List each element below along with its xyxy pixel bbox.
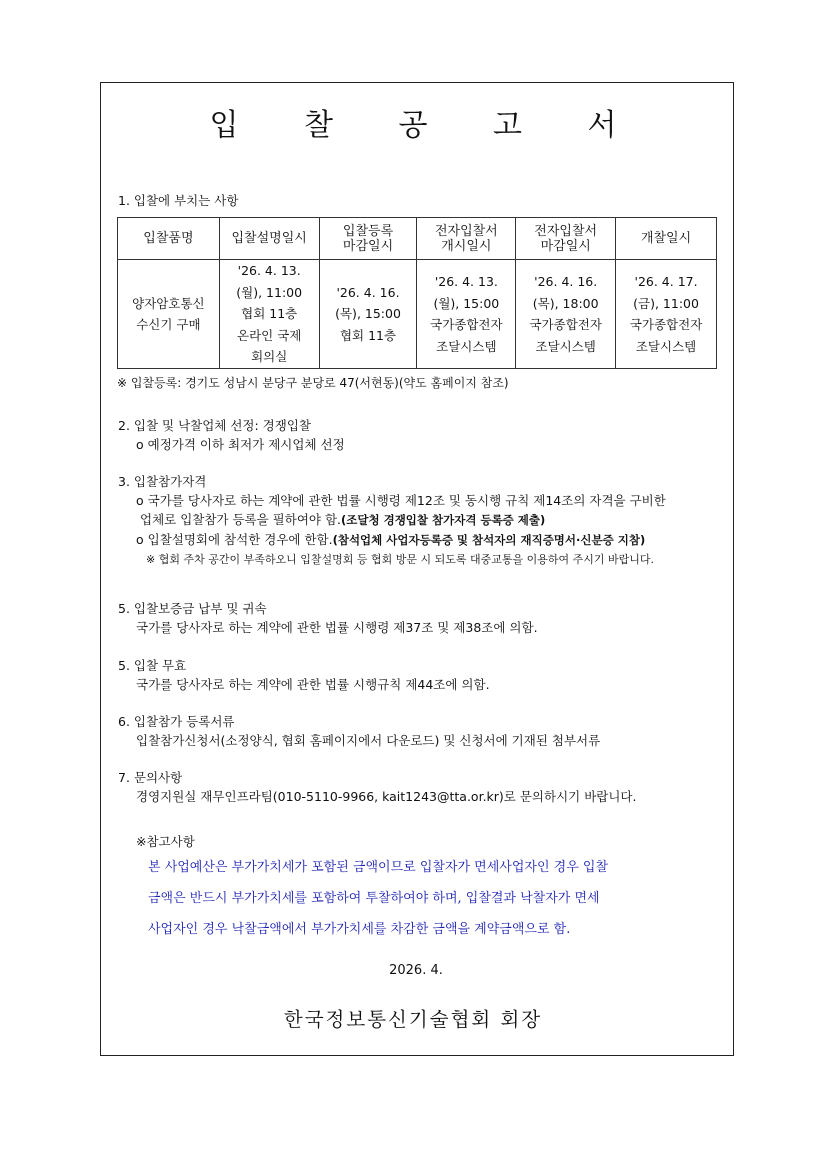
section-2-heading: 2. 입찰 및 낙찰업체 선정: 경쟁입찰: [118, 418, 311, 433]
reference-line: 본 사업예산은 부가가치세가 포함된 금액이므로 입찰자가 면세사업자인 경우 입찰: [148, 860, 609, 875]
section-5b-heading: 5. 입찰 무효: [118, 658, 187, 673]
table-header: 전자입찰서 마감일시: [516, 218, 616, 260]
table-header: 개찰일시: [616, 218, 717, 260]
section-7-line: 경영지원실 재무인프라팀(010-5110-9966, kait1243@tta.or.kr)로 문의하시기 바랍니다.: [136, 789, 637, 804]
table-header: 전자입찰서 개시일시: [417, 218, 516, 260]
section-3-line: [118, 510, 666, 530]
table-row: [118, 260, 717, 369]
section-2: [118, 416, 345, 454]
table-header: 입찰설명일시: [219, 218, 319, 260]
section-3: [118, 472, 666, 569]
reference-line: 사업자인 경우 낙찰금액에서 부가가치세를 차감한 금액을 계약금액으로 함.: [148, 922, 571, 937]
section-5b: [118, 656, 490, 694]
section-6-heading: 6. 입찰참가 등록서류: [118, 714, 235, 729]
signature: 한국정보통신기술협회 회장: [283, 1008, 543, 1031]
section-1-heading: 1. 입찰에 부치는 사항: [118, 193, 239, 208]
registration-note: ※ 입찰등록: 경기도 성남시 분당구 분당로 47(서현동)(약도 홈페이지 참조): [117, 376, 509, 390]
section-5a-heading: 5. 입찰보증금 납부 및 귀속: [118, 601, 267, 616]
table-header: 입찰품명: [118, 218, 220, 260]
reference-notice: [148, 852, 608, 945]
table-cell: 양자암호통신 수신기 구매: [118, 260, 220, 369]
parking-note: ※ 협회 주차 공간이 부족하오니 입찰설명회 등 협회 방문 시 되도록 대중교통을 이용하여 주시기 바랍니다.: [146, 553, 654, 566]
section-3-bold: (조달청 경쟁입찰 참가자격 등록증 제출): [341, 513, 546, 527]
table-cell: '26. 4. 16. (목), 15:00 협회 11층: [319, 260, 417, 369]
section-6: [118, 712, 600, 750]
table-header: 입찰등록 마감일시: [319, 218, 417, 260]
section-6-line: 입찰참가신청서(소정양식, 협회 홈페이지에서 다운로드) 및 신청서에 기재된 첨부서류: [136, 733, 601, 748]
section-3-heading: 3. 입찰참가자격: [118, 474, 207, 489]
table-cell: '26. 4. 17. (금), 11:00 국가종합전자 조달시스템: [616, 260, 717, 369]
table-cell: '26. 4. 13. (월), 15:00 국가종합전자 조달시스템: [417, 260, 516, 369]
announcement-date: 2026. 4.: [389, 963, 443, 978]
reference-heading: ※참고사항: [136, 834, 195, 849]
section-7: [118, 768, 636, 806]
section-3-line: o 국가를 당사자로 하는 계약에 관한 법률 시행령 제12조 및 동시행 규칙 제14조의 자격을 구비한: [136, 493, 666, 508]
table-cell: '26. 4. 13. (월), 11:00 협회 11층 온라인 국제 회의실: [219, 260, 319, 369]
section-7-heading: 7. 문의사항: [118, 770, 183, 785]
section-5a: [118, 599, 538, 637]
section-3-bold: (참석업체 사업자등록증 및 참석자의 재직증명서·신분증 지참): [332, 533, 646, 547]
page-title: 입 찰 공 고 서: [209, 108, 645, 143]
section-3-text: 업체로 입찰참가 등록을 필하여야 함.: [140, 512, 341, 527]
section-3-line: [118, 530, 666, 550]
schedule-table: [117, 217, 717, 369]
table-cell: '26. 4. 16. (목), 18:00 국가종합전자 조달시스템: [516, 260, 616, 369]
section-2-line: o 예정가격 이하 최저가 제시업체 선정: [136, 437, 345, 452]
section-5a-line: 국가를 당사자로 하는 계약에 관한 법률 시행령 제37조 및 제38조에 의함.: [136, 620, 538, 635]
section-3-text: o 입찰설명회에 참석한 경우에 한함.: [136, 532, 333, 547]
table-header-row: [118, 218, 717, 260]
section-5b-line: 국가를 당사자로 하는 계약에 관한 법률 시행규칙 제44조에 의함.: [136, 677, 490, 692]
reference-line: 금액은 반드시 부가가치세를 포함하여 투찰하여야 하며, 입찰결과 낙찰자가 면세: [148, 891, 600, 906]
